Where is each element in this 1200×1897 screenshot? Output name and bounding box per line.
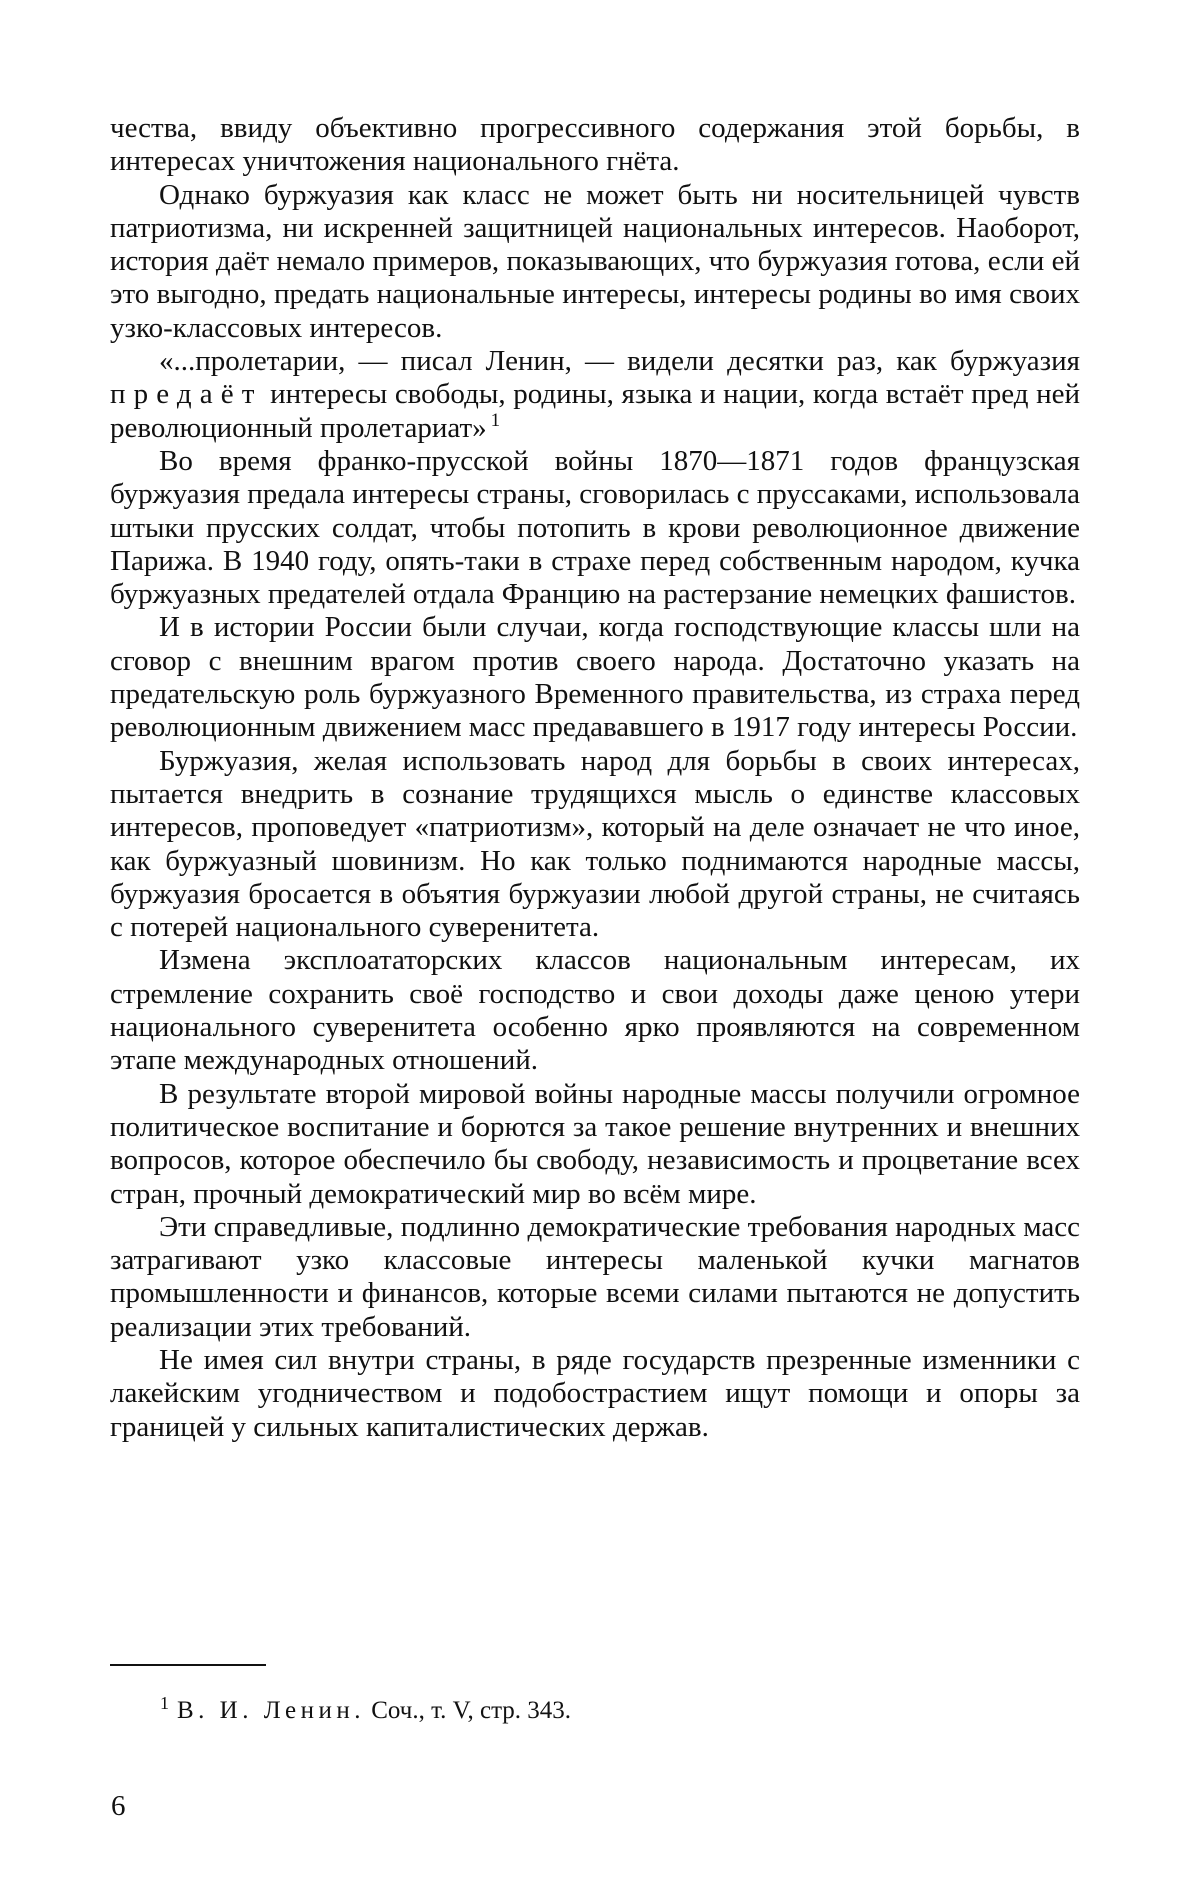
quote-text-before: «...пролетарии, — писал Ленин, — видели десятки раз, как буржуазия [159, 345, 1080, 377]
body-text [110, 112, 1080, 1444]
paragraph-second-world-war: В результате второй мировой войны народные массы получили огромное политическое воспитание и борются за такое решение внутренних и внешних вопросов, которое обеспечило бы свободу, независимость и процветание всех стран, прочный демократический мир во всём мире. [110, 1078, 1080, 1211]
paragraph-democratic-demands: Эти справедливые, подлинно демократические требования народных масс затрагивают узко классовые интересы маленькой кучки магнатов промышленности и финансов, которые всеми силами пытаются не допустить реализации этих требований. [110, 1211, 1080, 1344]
footnote-source: Соч., т. V, стр. 343. [371, 1697, 571, 1724]
page-number: 6 [111, 1790, 126, 1823]
paragraph-franco-prussian-war: Во время франко-прусской войны 1870—1871 годов французская буржуазия предала интересы страны, сговорилась с пруссаками, использовала штыки прусских солдат, чтобы потопить в крови революционное движение Парижа. В 1940 году, опять-таки в страхе перед собственным народом, кучка буржуазных предателей отдала Францию на растерзание немецких фашистов. [110, 445, 1080, 611]
paragraph-russian-history: И в истории России были случаи, когда господствующие классы шли на сговор с внешним врагом против своего народа. Достаточно указать на предательскую роль буржуазного Временного правительства, из страха перед революционным движением масс предававшего в 1917 году интересы России. [110, 611, 1080, 744]
paragraph-bourgeois-chauvinism: Буржуазия, желая использовать народ для борьбы в своих интересах, пытается внедрить в сознание трудящихся мысль о единстве классовых интересов, проповедует «патриотизм», который на деле означает не что иное, как буржуазный шовинизм. Но как только поднимаются народные массы, буржуазия бросается в объятия буржуазии любой другой страны, не считаясь с потерей национального суверенитета. [110, 745, 1080, 945]
footnote [160, 1696, 571, 1726]
paragraph-betrayal-national-interests: Измена эксплоататорских классов национальным интересам, их стремление сохранить своё господство и свои доходы даже ценою утери национального суверенитета особенно ярко проявляются на современном этапе международных отношений. [110, 944, 1080, 1077]
footnote-reference: 1 [491, 410, 501, 431]
paragraph-continuation: чества, ввиду объективно прогрессивного содержания этой борьбы, в интересах уничтожения национального гнёта. [110, 112, 1080, 179]
book-page [0, 0, 1200, 1897]
quote-text-after: интересы свободы, родины, языка и нации, когда встаёт пред ней революционный пролетариат» [110, 378, 1080, 443]
footnote-author: В. И. Ленин. [177, 1697, 365, 1724]
paragraph-lenin-quote [110, 345, 1080, 445]
paragraph-bourgeoisie-not-patriotic: Однако буржуазия как класс не может быть ни носительницей чувств патриотизма, ни искренней защитницей национальных интересов. Наоборот, история даёт немало примеров, показывающих, что буржуазия готова, если ей это выгодно, предать национальные интересы, интересы родины во имя своих узко-классовых интересов. [110, 179, 1080, 345]
footnote-mark: 1 [160, 1693, 169, 1713]
paragraph-traitors: Не имея сил внутри страны, в ряде государств презренные изменники с лакейским угодничеством и подобострастием ищут помощи и опоры за границей у сильных капиталистических держав. [110, 1344, 1080, 1444]
quote-emphasis: предаёт [110, 378, 263, 410]
footnote-divider [110, 1664, 266, 1666]
